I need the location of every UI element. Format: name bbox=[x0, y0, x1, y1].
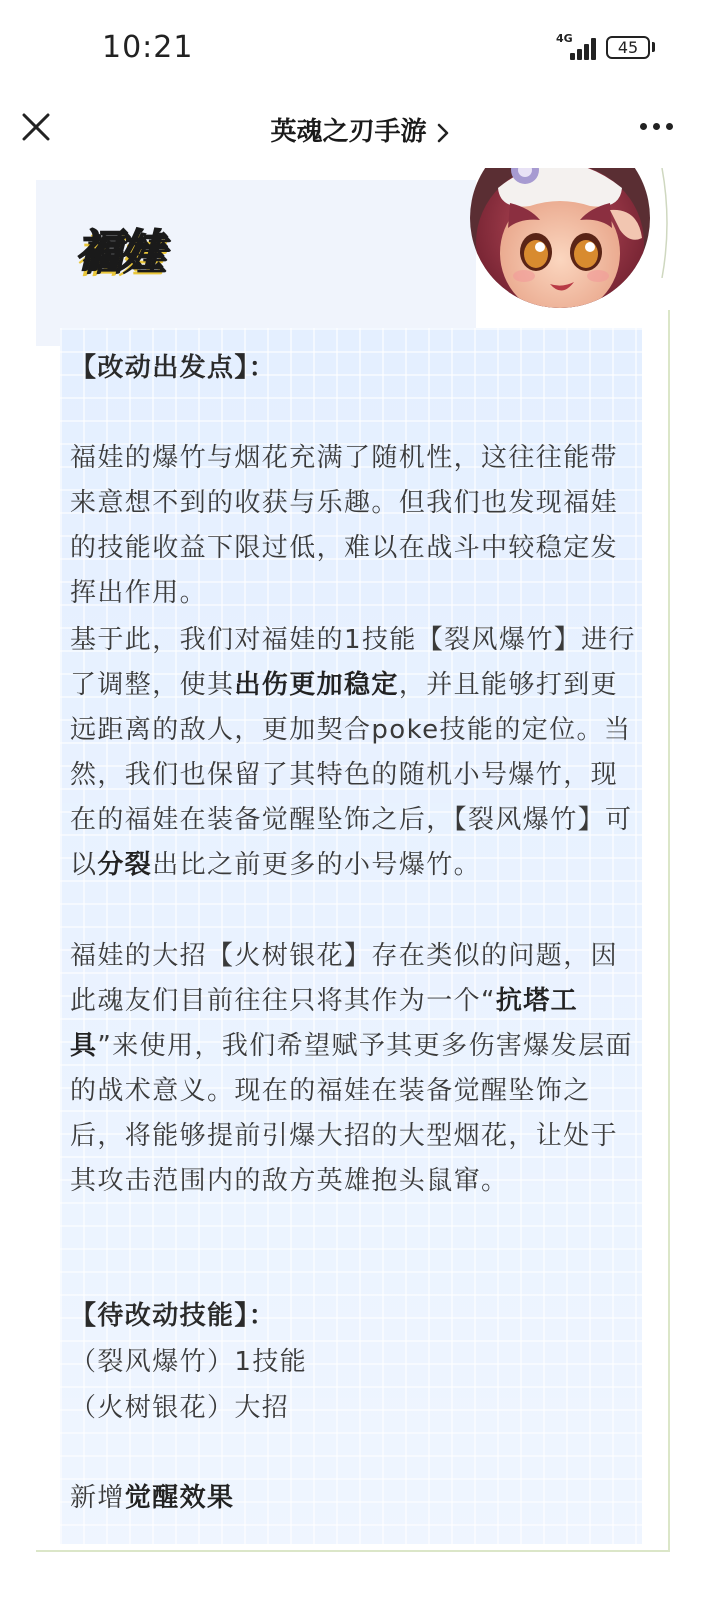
text-run: 基于此，我们对福娃的1技能【裂风爆竹】进行了调整，使其 bbox=[70, 625, 636, 700]
text-run: 出比之前更多的小号爆竹。 bbox=[152, 850, 482, 880]
hero-name: 福娃 bbox=[76, 226, 162, 277]
cellular-signal-icon bbox=[556, 32, 600, 60]
battery-icon bbox=[606, 36, 650, 59]
emphasis-text: 分裂 bbox=[97, 850, 153, 880]
new-effect-line bbox=[70, 1476, 636, 1521]
paragraph-skill1 bbox=[70, 618, 636, 888]
text-run: 新增 bbox=[70, 1483, 125, 1513]
hero-avatar bbox=[470, 168, 650, 314]
text-run: ”来使用，我们希望赋予其更多伤害爆发层面的战术意义。现在的福娃在装备觉醒坠饰之后，将能够提前引爆大招的大型烟花，让处于其攻击范围内的敌方英雄抱头鼠窜。 bbox=[70, 1031, 633, 1196]
network-type: 4G bbox=[556, 32, 573, 45]
account-title-link[interactable] bbox=[160, 111, 560, 148]
text-run: ，并且能够打到更远距离的敌人，更加契合poke技能的定位。当然，我们也保留了其特色的随机小号爆竹，现在的福娃在装备觉醒坠饰之后，【裂风爆竹】可以 bbox=[70, 670, 633, 880]
nav-title: 英魂之刃手游 bbox=[270, 117, 427, 147]
emphasis-text: 抗塔工具 bbox=[70, 986, 579, 1061]
article-content bbox=[0, 168, 720, 1600]
battery-tip bbox=[652, 42, 655, 52]
close-button[interactable] bbox=[18, 109, 54, 145]
paragraph-ultimate bbox=[70, 934, 636, 1204]
skills-heading: 【待改动技能】： bbox=[70, 1301, 277, 1331]
paragraph-intro: 福娃的爆竹与烟花充满了随机性，这往往能带来意想不到的收获与乐趣。但我们也发现福娃的技能收益下限过低，难以在战斗中较稳定发挥出作用。 bbox=[70, 443, 619, 608]
origin-heading: 【改动出发点】： bbox=[70, 353, 277, 383]
skill-item-2: （火树银花）大招 bbox=[70, 1393, 290, 1423]
chevron-right-icon bbox=[436, 122, 450, 144]
decorative-arc bbox=[660, 168, 672, 278]
emphasis-text: 出伤更加稳定 bbox=[234, 670, 399, 700]
status-bar bbox=[0, 0, 720, 95]
close-icon bbox=[18, 109, 54, 145]
more-button[interactable] bbox=[636, 117, 676, 137]
nav-bar bbox=[0, 95, 720, 169]
skill-item-1: （裂风爆竹）1技能 bbox=[70, 1347, 308, 1377]
text-run: 福娃的大招【火树银花】存在类似的问题，因此魂友们目前往往只将其作为一个“ bbox=[70, 941, 619, 1016]
battery-level: 45 bbox=[617, 38, 639, 57]
emphasis-text: 觉醒效果 bbox=[124, 1483, 235, 1513]
status-time: 10:21 bbox=[102, 30, 194, 65]
